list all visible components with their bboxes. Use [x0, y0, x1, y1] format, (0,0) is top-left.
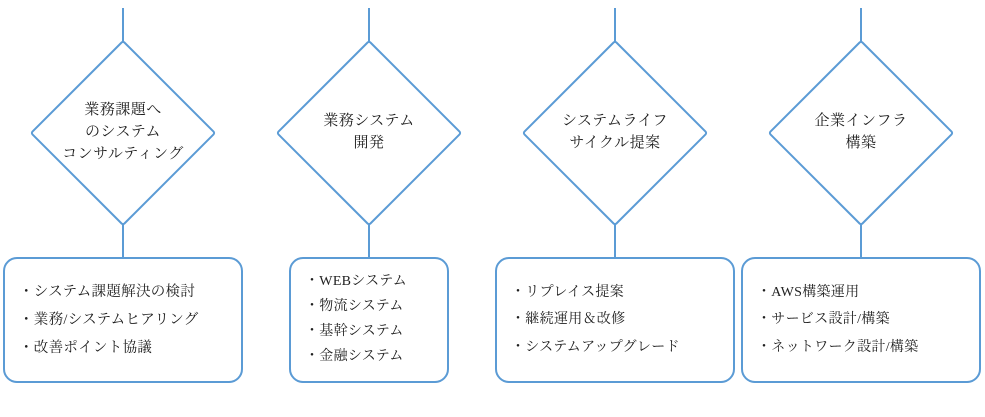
list-item: ・物流システム [305, 299, 404, 315]
flow-column-consulting [0, 0, 246, 417]
detail-box-infrastructure [741, 257, 981, 383]
diamond-node-consulting[interactable] [32, 42, 214, 224]
diamond-label: システムライフ サイクル提案 [561, 113, 669, 151]
list-item: ・金融システム [305, 348, 404, 364]
list-item: ・システム課題解決の検討 [19, 283, 196, 300]
flow-column-lifecycle-proposal [492, 0, 738, 417]
diamond-node-system-development[interactable] [278, 42, 460, 224]
diamond-node-lifecycle-proposal[interactable] [524, 42, 706, 224]
detail-box-consulting [3, 257, 243, 383]
diamond-label: 業務システム 開発 [323, 113, 415, 151]
list-item: ・リプレイス提案 [511, 285, 624, 301]
diamond-label: 企業インフラ 構築 [814, 113, 908, 151]
list-item: ・システムアップグレード [511, 339, 680, 355]
list-item: ・ネットワーク設計/構築 [757, 339, 919, 355]
list-item: ・継続運用＆改修 [511, 312, 626, 328]
diamond-label: 業務課題へ のシステム コンサルティング [62, 102, 184, 162]
list-item: ・AWS構築運用 [757, 285, 860, 301]
list-item: ・基幹システム [305, 324, 404, 339]
diamond-shape [276, 40, 463, 227]
diamond-shape [522, 40, 709, 227]
detail-box-system-development [289, 257, 449, 383]
detail-box-lifecycle-proposal [495, 257, 735, 383]
list-item: ・改善ポイント協議 [19, 340, 153, 357]
list-item: ・WEBシステム [305, 274, 408, 290]
flow-column-system-development [246, 0, 492, 417]
diamond-shape [768, 40, 955, 227]
diamond-node-infrastructure[interactable] [770, 42, 952, 224]
list-item: ・サービス設計/構築 [757, 312, 890, 328]
diamond-shape [30, 40, 217, 227]
list-item: ・業務/システムヒアリング [19, 311, 199, 328]
flow-column-infrastructure [738, 0, 984, 417]
